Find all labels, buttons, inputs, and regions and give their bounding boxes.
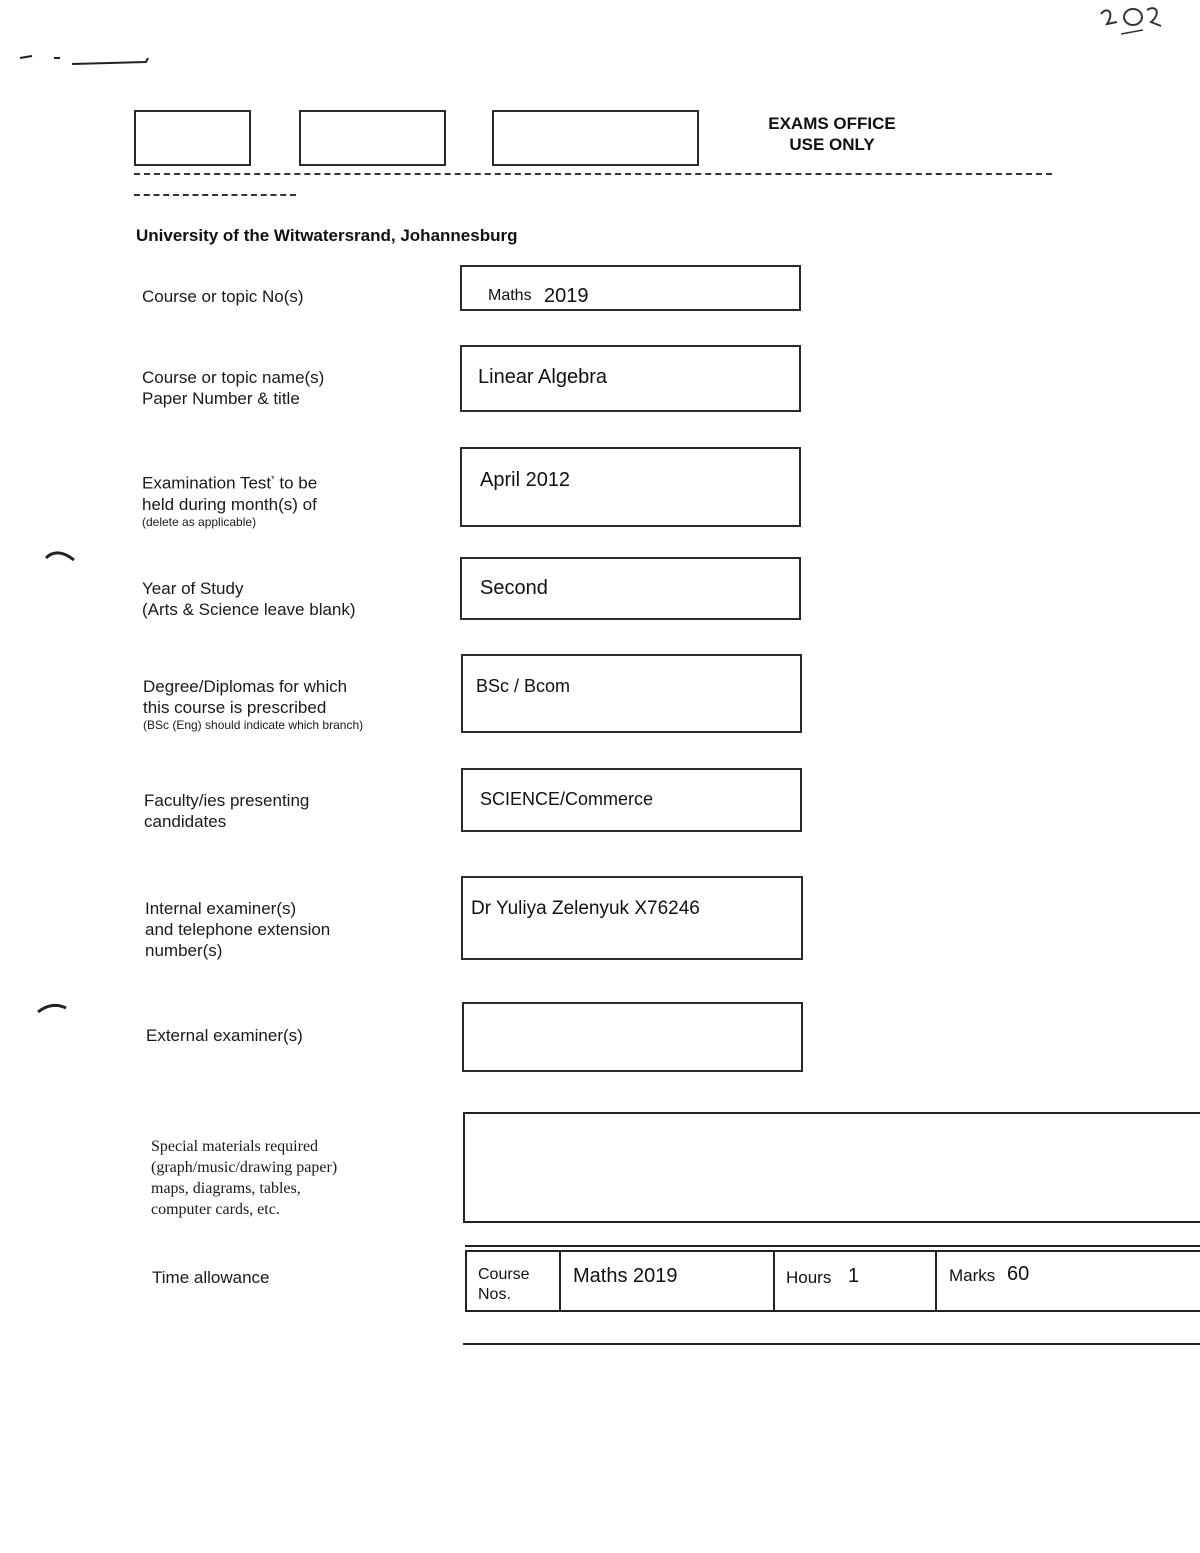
course-no-label: Course or topic No(s) (142, 287, 304, 306)
exam-month-label (142, 469, 317, 529)
internal-examiner-label (145, 898, 330, 961)
year-of-study-label-line2: (Arts & Science leave blank) (142, 600, 356, 619)
course-name-value: Linear Algebra (478, 366, 607, 388)
exams-office-line1: EXAMS OFFICE (768, 114, 896, 133)
special-materials-label (151, 1136, 337, 1220)
course-name-label-line1: Course or topic name(s) (142, 368, 325, 387)
university-heading: University of the Witwatersrand, Johannesburg (136, 226, 518, 245)
external-examiner-field[interactable] (462, 1002, 803, 1072)
degree-label-line2: this course is prescribed (143, 698, 327, 717)
course-nos-label-line1: Course (478, 1266, 530, 1283)
exam-month-field[interactable] (460, 447, 801, 527)
year-of-study-label-line1: Year of Study (142, 579, 244, 598)
exam-month-note: (delete as applicable) (142, 514, 257, 529)
course-name-field[interactable] (460, 345, 801, 412)
degree-label (143, 676, 363, 732)
course-name-label (142, 367, 324, 409)
exams-office-label (752, 113, 912, 155)
exam-month-label-line1-text: Examination Test (142, 473, 272, 493)
office-box-2[interactable] (299, 110, 446, 166)
time-table-top-rule (465, 1245, 1200, 1247)
special-materials-field[interactable] (463, 1112, 1200, 1223)
course-nos-label-line2: Nos. (478, 1286, 511, 1303)
hours-value: 1 (848, 1265, 860, 1287)
scan-mark-left-2 (36, 1000, 70, 1016)
internal-examiner-label-line2: and telephone extension (145, 920, 331, 939)
special-materials-line1: Special materials required (151, 1138, 319, 1155)
marks-cell[interactable] (937, 1252, 1200, 1310)
exam-month-label-line2: held during month(s) of (142, 494, 317, 514)
internal-examiner-field[interactable] (461, 876, 803, 960)
course-name-label-line2: Paper Number & title (142, 389, 300, 408)
time-allowance-label: Time allowance (152, 1268, 270, 1287)
special-materials-line2: (graph/music/drawing paper) (151, 1159, 338, 1176)
faculty-value: SCIENCE/Commerce (480, 789, 654, 809)
divider-dashed-long (134, 173, 1052, 175)
faculty-label-line1: Faculty/ies presenting (144, 791, 310, 810)
degree-value: BSc / Bcom (476, 676, 571, 696)
exam-month-label-line1-tail: to be (274, 473, 318, 493)
special-materials-line4: computer cards, etc. (151, 1201, 280, 1218)
time-table-bottom-rule (463, 1343, 1200, 1345)
office-box-3[interactable] (492, 110, 699, 166)
scan-mark-top-left (14, 50, 154, 72)
hours-label: Hours (786, 1268, 832, 1287)
course-nos-value: Maths 2019 (573, 1265, 678, 1287)
scan-mark-left-1 (44, 548, 78, 564)
marks-label: Marks (949, 1266, 996, 1285)
course-nos-value-cell[interactable] (561, 1252, 775, 1310)
degree-note: (BSc (Eng) should indicate which branch) (143, 718, 364, 732)
internal-examiner-label-line1: Internal examiner(s) (145, 899, 297, 918)
office-box-1[interactable] (134, 110, 251, 166)
course-no-value: 2019 (544, 285, 589, 307)
course-nos-label-cell (467, 1252, 561, 1310)
year-of-study-field[interactable] (460, 557, 801, 620)
year-of-study-value: Second (480, 577, 548, 599)
special-materials-line3: maps, diagrams, tables, (151, 1180, 301, 1197)
faculty-label-line2: candidates (144, 812, 227, 831)
degree-field[interactable] (461, 654, 802, 733)
time-allowance-table (465, 1250, 1200, 1312)
exams-office-line2: USE ONLY (789, 135, 875, 154)
external-examiner-label: External examiner(s) (146, 1026, 303, 1045)
hours-cell[interactable] (775, 1252, 937, 1310)
course-no-prefix: Maths (488, 287, 532, 304)
internal-examiner-value: Dr Yuliya Zelenyuk X76246 (471, 898, 700, 919)
faculty-label (144, 790, 309, 832)
handwritten-page-number (1095, 0, 1165, 42)
marks-value: 60 (1007, 1263, 1030, 1285)
degree-label-line1: Degree/Diplomas for which (143, 677, 348, 696)
year-of-study-label (142, 578, 356, 620)
exam-month-label-line1: Examination Test* to be (142, 473, 318, 493)
internal-examiner-label-line3: number(s) (145, 941, 223, 960)
exam-month-value: April 2012 (480, 469, 571, 491)
course-no-field[interactable] (460, 265, 801, 311)
divider-dashed-short (134, 194, 296, 196)
faculty-field[interactable] (461, 768, 802, 832)
